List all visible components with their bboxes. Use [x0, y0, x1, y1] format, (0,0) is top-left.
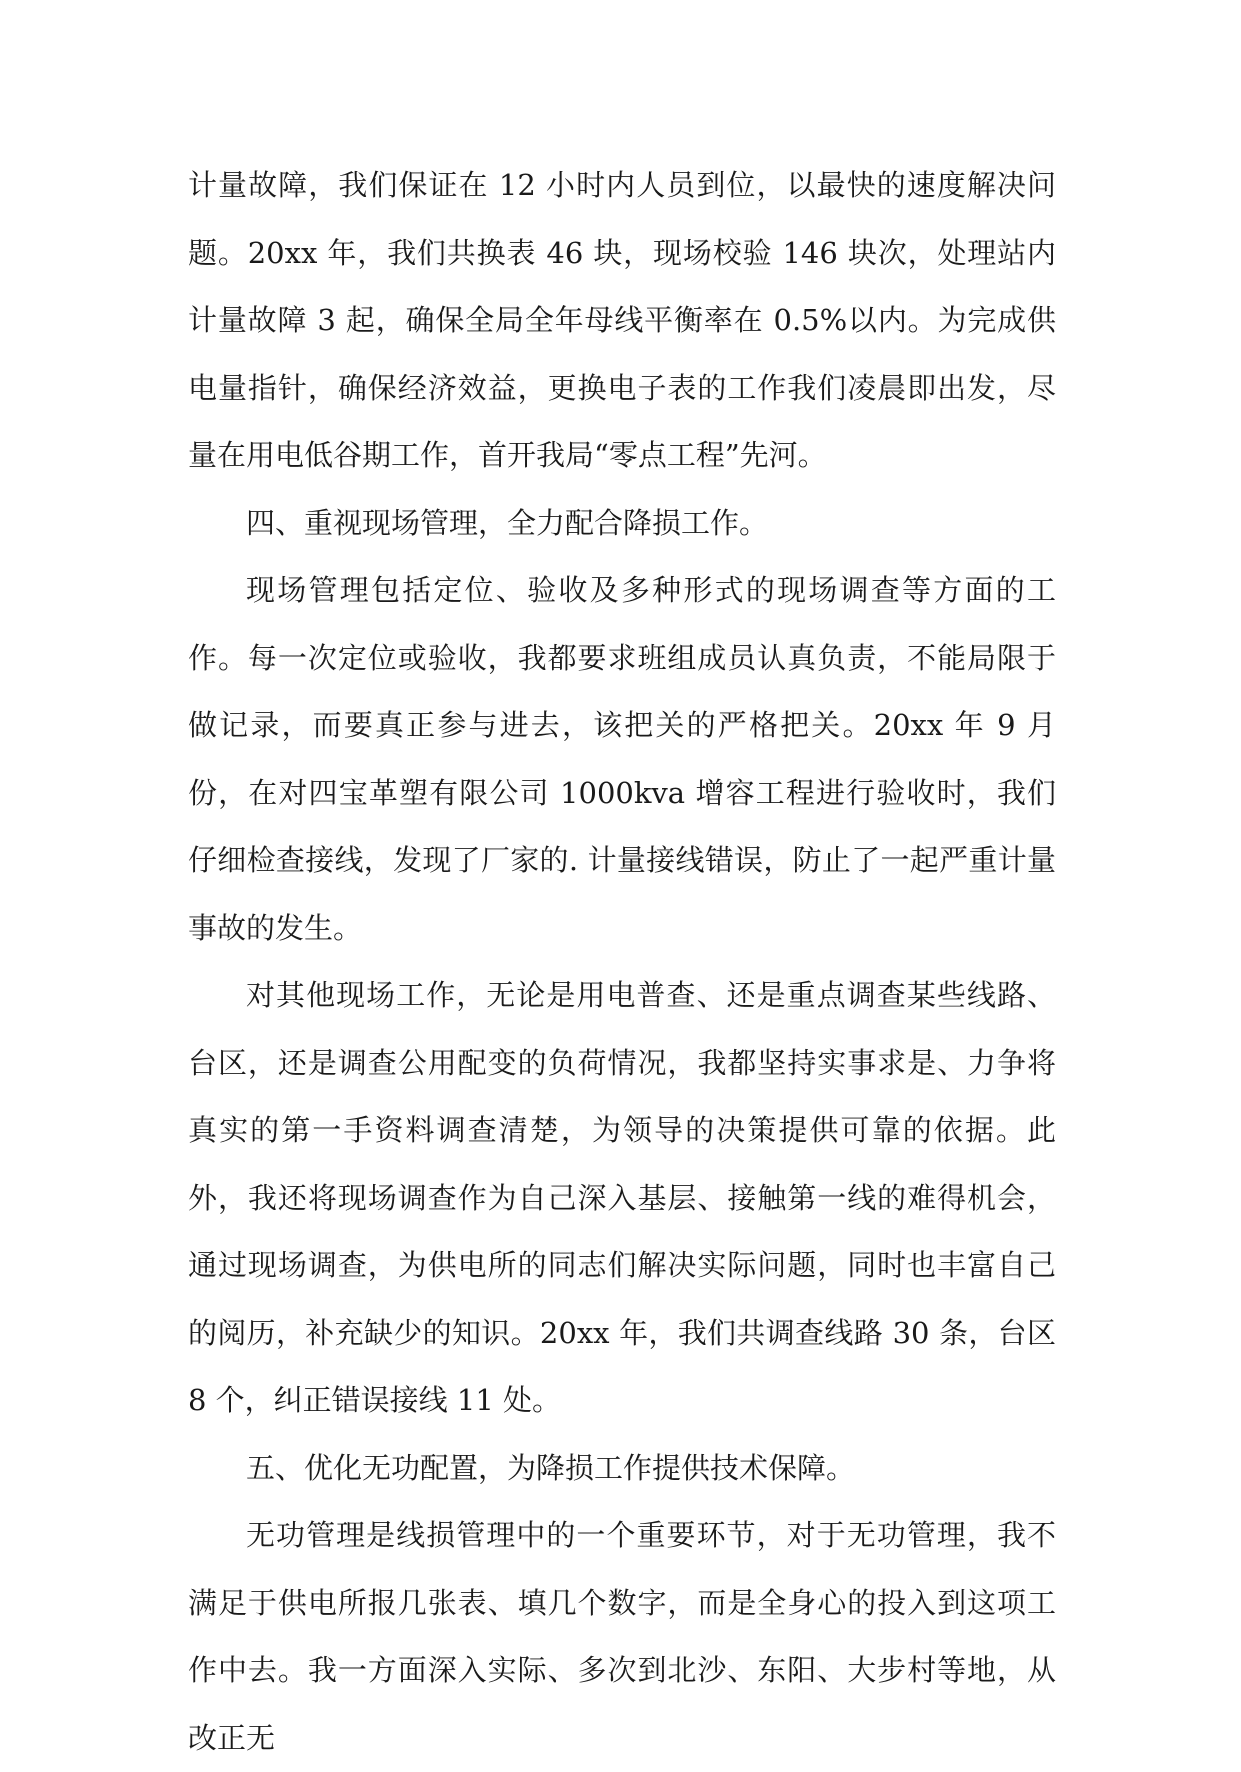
body-paragraph: 对其他现场工作，无论是用电普查、还是重点调查某些线路、台区，还是调查公用配变的负荷情况，我都坚持实事求是、力争将真实的第一手资料调查清楚，为领导的决策提供可靠的依据。此外，我还将现场调查作为自己深入基层、接触第一线的难得机会，通过现场调查，为供电所的同志们解决实际问题，同时也丰富自己的阅历，补充缺少的知识。20xx 年，我们共调查线路 30 条，台区 8 个，纠正错误接线 11 处。 [188, 978, 1056, 1417]
document-body [188, 152, 1056, 1772]
body-paragraph: 无功管理是线损管理中的一个重要环节，对于无功管理，我不满足于供电所报几张表、填几个数字，而是全身心的投入到这项工作中去。我一方面深入实际、多次到北沙、东阳、大步村等地，从改正无 [188, 1518, 1056, 1755]
section-heading-5: 五、优化无功配置，为降损工作提供技术保障。 [246, 1450, 856, 1485]
body-paragraph: 计量故障，我们保证在 12 小时内人员到位，以最快的速度解决问题。20xx 年，我们共换表 46 块，现场校验 146 块次，处理站内计量故障 3 起，确保全局全年母线平衡率在 0.5%以内。为完成供电量指针，确保经济效益，更换电子表的工作我们凌晨即出发，尽量在用电低谷期工作，首开我局“零点工程”先河。 [188, 168, 1056, 472]
body-paragraph: 现场管理包括定位、验收及多种形式的现场调查等方面的工作。每一次定位或验收，我都要求班组成员认真负责，不能局限于做记录，而要真正参与进去，该把关的严格把关。20xx 年 9 月份，在对四宝革塑有限公司 1000kva 增容工程进行验收时，我们仔细检查接线，发现了厂家的. 计量接线错误，防止了一起严重计量事故的发生。 [188, 573, 1056, 945]
section-heading-4: 四、重视现场管理，全力配合降损工作。 [246, 505, 769, 540]
